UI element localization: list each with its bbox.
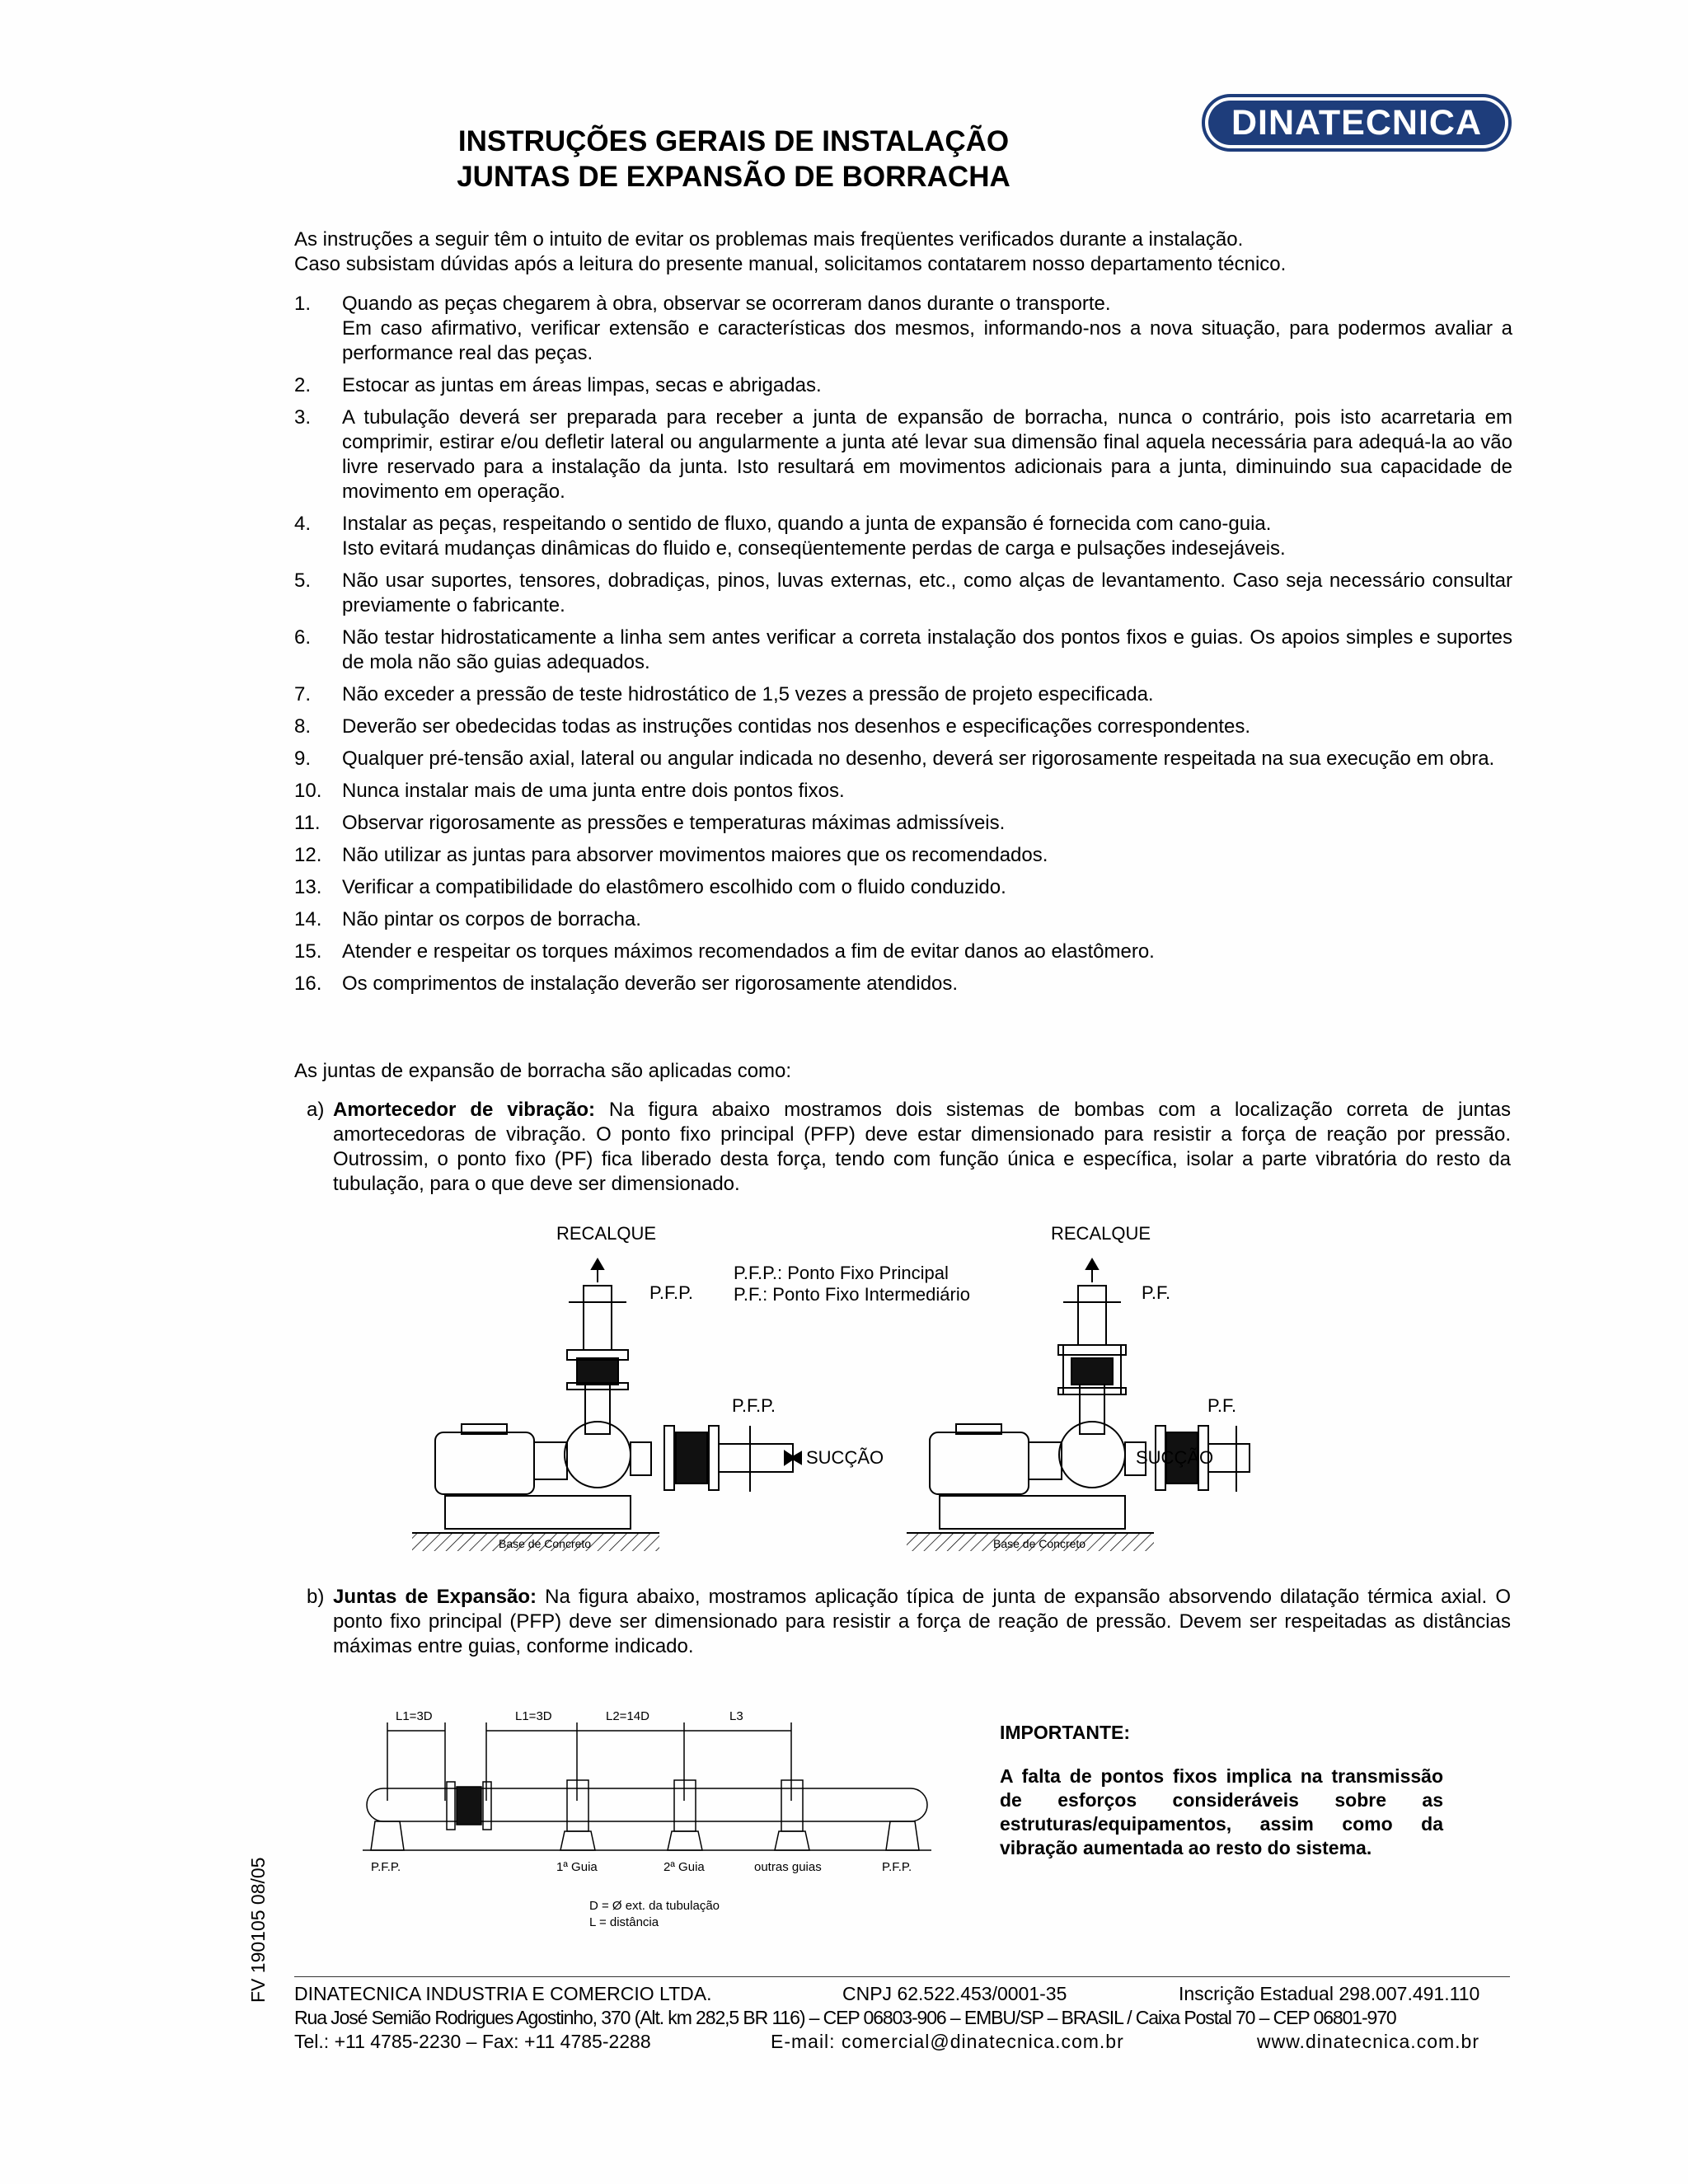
application-b	[307, 1585, 1511, 1659]
footer-company: DINATECNICA INDUSTRIA E COMERCIO LTDA.	[294, 1983, 712, 2004]
pfp-label-top: P.F.P.	[649, 1282, 694, 1303]
important-text: A falta de pontos fixos implica na transmissão de esforços consideráveis sobre as estruturas/equipamentos, assim como da vibração aumentada ao resto do sistema.	[1000, 1765, 1443, 1858]
recalque-label-right: RECALQUE	[1051, 1223, 1151, 1244]
item-number: 3.	[294, 406, 312, 429]
application-a-title: Amortecedor de vibração:	[333, 1099, 595, 1121]
footer-address: Rua José Semião Rodrigues Agostinho, 370 (Alt. km 282,5 BR 116) – CEP 06803-906 – EMBU/SP – BRASIL / Caixa Postal 70 – CEP 06801-970	[294, 2007, 1396, 2028]
list-item	[294, 940, 1512, 964]
item-number: 10.	[294, 780, 322, 802]
pfp-label-right: P.F.P.	[882, 1860, 912, 1874]
item-text: Não testar hidrostaticamente a linha sem antes verificar a correta instalação dos pontos fixos e guias. Os apoios simples e suportes de mola não são guias adequados.	[342, 626, 1512, 673]
dim-label-1: L1=3D	[396, 1709, 433, 1723]
list-item	[294, 972, 1512, 996]
title-line-2: JUNTAS DE EXPANSÃO DE BORRACHA	[457, 161, 1010, 193]
succao-label-right: SUCÇÃO	[1136, 1447, 1214, 1468]
item-text: Observar rigorosamente as pressões e temperaturas máximas admissíveis.	[342, 812, 1006, 834]
item-text: Quando as peças chegarem à obra, observar se ocorreram danos durante o transporte.	[342, 293, 1111, 315]
footer-website[interactable]: www.dinatecnica.com.br	[1257, 2031, 1479, 2052]
item-text: A tubulação deverá ser preparada para receber a junta de expansão de borracha, nunca o contrário, pois isto acarretaria em comprimir, estirar e/ou defletir lateral ou angularmente a junta até levar sua dimensão final aquela necessária para adequá-la ao vão livre reservado para a instalação da junta. Isto resultará em movimentos adicionais para a junta, diminuindo sua capacidade de movimento em operação.	[342, 406, 1512, 503]
footer-divider	[294, 1976, 1510, 1977]
guide-2-label: 2ª Guia	[663, 1860, 705, 1874]
page-title	[346, 124, 1121, 194]
list-item	[294, 626, 1512, 675]
guide-1-label: 1ª Guia	[556, 1860, 598, 1874]
item-text: Instalar as peças, respeitando o sentido de fluxo, quando a junta de expansão é fornecida com cano-guia.	[342, 513, 1272, 535]
item-text: Verificar a compatibilidade do elastômero escolhido com o fluido conduzido.	[342, 876, 1006, 898]
base-label-right: Base de Concreto	[993, 1537, 1086, 1550]
item-text: Não pintar os corpos de borracha.	[342, 908, 641, 930]
list-item	[294, 747, 1512, 771]
recalque-label-left: RECALQUE	[556, 1223, 657, 1244]
important-title: IMPORTANTE:	[1000, 1722, 1131, 1743]
base-label-left: Base de Concreto	[499, 1537, 592, 1550]
title-line-1: INSTRUÇÕES GERAIS DE INSTALAÇÃO	[457, 125, 1010, 157]
dim-label-2: L1=3D	[515, 1709, 552, 1723]
footer-cnpj: CNPJ 62.522.453/0001-35	[842, 1983, 1067, 2004]
item-number: 14.	[294, 908, 322, 930]
item-text: Deverão ser obedecidas todas as instruções contidas nos desenhos e especificações correspondentes.	[342, 715, 1250, 738]
list-item	[294, 373, 1512, 398]
pfp-label-side: P.F.P.	[732, 1395, 776, 1416]
legend-line-2: P.F.: Ponto Fixo Intermediário	[734, 1284, 970, 1305]
important-note	[1000, 1721, 1443, 1860]
item-text: Não utilizar as juntas para absorver movimentos maiores que os recomendados.	[342, 844, 1048, 866]
item-text: Não usar suportes, tensores, dobradiças, pinos, luvas externas, etc., como alças de levantamento. Caso seja necessário consultar previamente o fabricante.	[342, 569, 1512, 616]
side-document-code: FV 190105 08/05	[247, 1857, 269, 2003]
item-text-2: Isto evitará mudanças dinâmicas do fluido e, conseqüentemente perdas de carga e pulsações indesejáveis.	[342, 537, 1286, 560]
application-b-text: Na figura abaixo, mostramos aplicação típica de junta de expansão absorvendo dilatação térmica axial. O ponto fixo principal (PFP) deve ser dimensionado para resistir a força de reação de pressão. Devem ser respeitadas as distâncias máximas entre guias, conforme indicado.	[333, 1586, 1512, 1657]
footer-phone: Tel.: +11 4785-2230 – Fax: +11 4785-2288	[294, 2031, 651, 2052]
intro-line-1: As instruções a seguir têm o intuito de evitar os problemas mais freqüentes verificados durante a instalação.	[294, 228, 1244, 251]
list-item	[294, 779, 1512, 804]
item-number: 2.	[294, 374, 312, 396]
intro-line-2: Caso subsistam dúvidas após a leitura do presente manual, solicitamos contatarem nosso departamento técnico.	[294, 253, 1287, 275]
list-item	[294, 907, 1512, 932]
item-number: 1.	[294, 293, 312, 315]
item-text: Nunca instalar mais de uma junta entre dois pontos fixos.	[342, 780, 845, 802]
application-b-title: Juntas de Expansão:	[333, 1586, 537, 1608]
item-number: 8.	[294, 715, 312, 738]
footer-ie: Inscrição Estadual 298.007.491.110	[1179, 1983, 1480, 2004]
application-b-label: b)	[307, 1586, 325, 1608]
dim-label-3: L2=14D	[606, 1709, 649, 1723]
other-guides-label: outras guias	[754, 1860, 822, 1874]
list-item	[294, 715, 1512, 739]
list-item	[294, 512, 1512, 561]
application-a-label: a)	[307, 1099, 325, 1121]
item-number: 4.	[294, 513, 312, 535]
pipeline-guides-figure	[354, 1702, 948, 1941]
list-item	[294, 811, 1512, 836]
item-text-2: Em caso afirmativo, verificar extensão e características dos mesmos, informando-nos a nova situação, para podermos avaliar a performance real das peças.	[342, 317, 1512, 364]
list-item	[294, 292, 1512, 366]
item-number: 13.	[294, 876, 322, 898]
list-item	[294, 843, 1512, 868]
item-number: 6.	[294, 626, 312, 649]
list-item	[294, 682, 1512, 707]
instruction-list	[294, 292, 1512, 1004]
application-a-text: Na figura abaixo mostramos dois sistemas de bombas com a localização correta de juntas amortecedoras de vibração. O ponto fixo principal (PFP) deve estar dimensionado para resistir a força de reação por pressão. Outrossim, o ponto fixo (PF) fica liberado desta força, tendo com função única e específica, isolar a parte vibratória do resto da tubulação, para o que deve ser dimensionado.	[333, 1099, 1512, 1195]
applications-intro: As juntas de expansão de borracha são aplicadas como:	[294, 1060, 792, 1082]
list-item	[294, 405, 1512, 504]
item-number: 16.	[294, 972, 322, 995]
succao-label-left: SUCÇÃO	[806, 1447, 884, 1468]
pf-label-side: P.F.	[1207, 1395, 1237, 1416]
pf-label-top: P.F.	[1142, 1282, 1171, 1303]
item-number: 15.	[294, 940, 322, 963]
dim-label-4: L3	[729, 1709, 743, 1723]
item-text: Estocar as juntas em áreas limpas, secas e abrigadas.	[342, 374, 822, 396]
item-text: Não exceder a pressão de teste hidrostático de 1,5 vezes a pressão de projeto especificada.	[342, 683, 1154, 705]
footer-email[interactable]: E-mail: comercial@dinatecnica.com.br	[771, 2031, 1124, 2052]
item-number: 7.	[294, 683, 312, 705]
pfp-label-left: P.F.P.	[371, 1860, 401, 1874]
pump-systems-figure	[404, 1220, 1253, 1558]
item-text: Os comprimentos de instalação deverão ser rigorosamente atendidos.	[342, 972, 959, 995]
item-number: 9.	[294, 748, 312, 770]
intro-paragraph	[294, 227, 1510, 277]
list-item	[294, 569, 1512, 618]
item-text: Atender e respeitar os torques máximos recomendados a fim de evitar danos ao elastômero.	[342, 940, 1155, 963]
list-item	[294, 875, 1512, 900]
note-line-2: L = distância	[589, 1915, 659, 1929]
legend-line-1: P.F.P.: Ponto Fixo Principal	[734, 1263, 949, 1283]
item-number: 5.	[294, 569, 312, 592]
company-logo	[1202, 94, 1512, 152]
logo-text: DINATECNICA	[1208, 101, 1505, 145]
note-line-1: D = Ø ext. da tubulação	[589, 1899, 720, 1913]
item-text: Qualquer pré-tensão axial, lateral ou angular indicada no desenho, deverá ser rigorosamente respeitada na sua execução em obra.	[342, 748, 1495, 770]
item-number: 11.	[294, 812, 321, 834]
item-number: 12.	[294, 844, 322, 866]
application-a	[307, 1098, 1511, 1197]
